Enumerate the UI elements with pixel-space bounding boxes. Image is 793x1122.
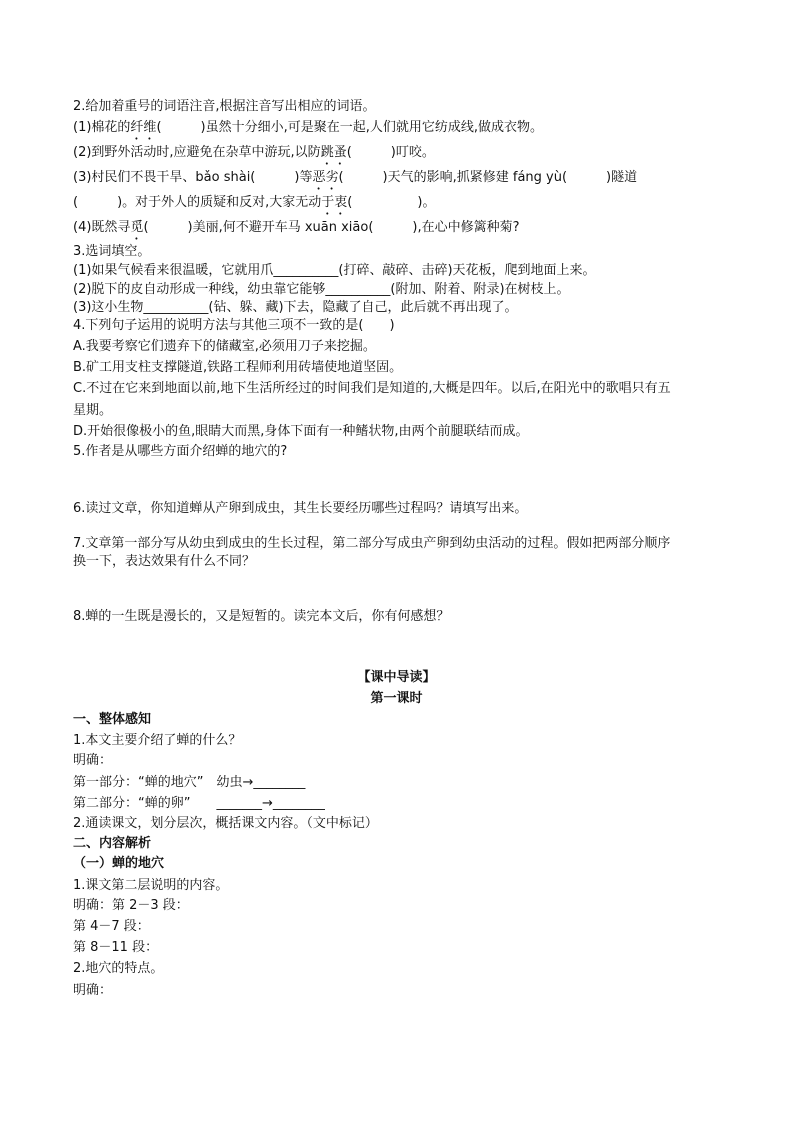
content-q1-part-b: 第 4－7 段： — [73, 919, 150, 934]
arrow-icon: → — [261, 796, 273, 811]
q2-item-1: (1)棉花的纤维( )虽然十分细小,可是聚在一起,人们就用它纺成线,做成衣物。 — [73, 120, 543, 135]
q3-item-1: (1)如果气候看来很温暖，它就用爪__________(打碎、敲碎、击碎)天花板，爬到地面上来。 — [73, 263, 596, 278]
answer-label: 明确： — [73, 753, 113, 768]
arrow-icon: → — [242, 775, 254, 790]
q2-item-4: (4)既然寻觅( )美丽,何不避开车马 xuān xiāo( ),在心中修篱种菊? — [73, 220, 520, 235]
q5-text: 5.作者是从哪些方面介绍蝉的地穴的? — [73, 444, 288, 459]
q4-option-c: C.不过在它来到地面以前,地下生活所经过的时间我们是知道的,大概是四年。以后,在阳光中的歌唱只有五 — [73, 381, 671, 396]
subsection-heading: （一）蝉的地穴 — [73, 856, 165, 871]
content-q1-part-c: 第 8－11 段： — [73, 940, 159, 955]
q4-option-c-cont: 星期。 — [73, 403, 113, 418]
q2-item-2: (2)到野外活动时,应避免在杂草中游玩,以防跳蚤( )叮咬。 — [73, 145, 435, 160]
q2-item-3-cont: ( )。对于外人的质疑和反对,大家无动于衷( )。 — [73, 195, 436, 210]
q2-title: 2.给加着重号的词语注音,根据注音写出相应的词语。 — [73, 99, 376, 114]
content-q1: 1.课文第二层说明的内容。 — [73, 878, 229, 893]
guide-q2: 2.通读课文，划分层次，概括课文内容。（文中标记） — [73, 816, 378, 831]
section-heading-1: 一、整体感知 — [73, 712, 152, 727]
q8-text: 8.蝉的一生既是漫长的，又是短暂的。读完本文后，你有何感想？ — [73, 609, 450, 624]
q4-option-b: B.矿工用支柱支撑隧道,铁路工程师利用砖墙使地道坚固。 — [73, 360, 403, 375]
guide-q1: 1.本文主要介绍了蝉的什么？ — [73, 733, 242, 748]
part-two-line: 第二部分：“蝉的卵” _______→________ — [73, 796, 325, 811]
q2-item-3: (3)村民们不畏干旱、bǎo shài( )等恶劣( )天气的影响,抓紧修建 fáng yù( )隧道 — [73, 170, 638, 185]
section-heading-2: 二、内容解析 — [73, 836, 152, 851]
content-q1-answer: 明确：第 2－3 段： — [73, 898, 189, 913]
q6-text: 6.读过文章，你知道蝉从产卵到成虫，其生长要经历哪些过程吗？请填写出来。 — [73, 501, 528, 516]
q3-item-2: (2)脱下的皮自动形成一种线，幼虫靠它能够__________(附加、附着、附录)在树枝上。 — [73, 282, 570, 297]
q4-title: 4.下列句子运用的说明方法与其他三项不一致的是( ) — [73, 318, 395, 333]
q4-option-d: D.开始很像极小的鱼,眼睛大而黑,身体下面有一种鳍状物,由两个前腿联结而成。 — [73, 424, 529, 439]
guide-title: 【课中导读】 — [357, 670, 436, 685]
q3-item-3: (3)这小生物__________(钻、躲、藏)下去，隐藏了自己，此后就不再出现了。 — [73, 300, 518, 315]
part-one-line: 第一部分：“蝉的地穴” 幼虫→________ — [73, 775, 306, 790]
q7-text-cont: 换一下，表达效果有什么不同？ — [73, 554, 256, 569]
q3-title: 3.选词填空。 — [73, 244, 151, 259]
content-q2-answer: 明确： — [73, 983, 113, 998]
q7-text: 7.文章第一部分写从幼虫到成虫的生长过程，第二部分写成虫产卵到幼虫活动的过程。假如把两部分顺序 — [73, 536, 671, 551]
lesson-title: 第一课时 — [370, 691, 423, 706]
q4-option-a: A.我要考察它们遗弃下的储藏室,必须用刀子来挖掘。 — [73, 339, 376, 354]
content-q2: 2.地穴的特点。 — [73, 961, 164, 976]
